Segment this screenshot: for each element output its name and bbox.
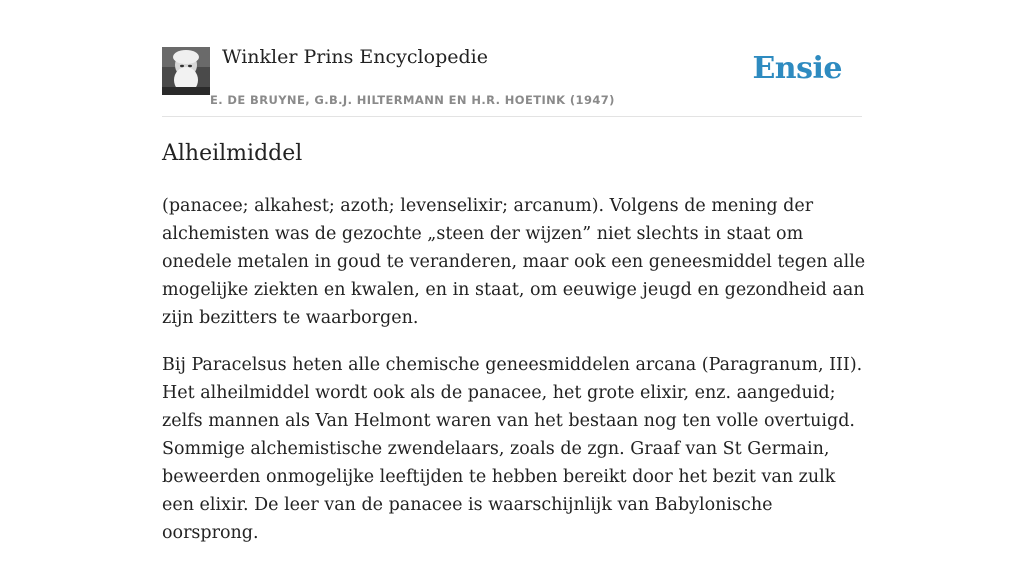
header xyxy=(162,46,862,117)
article-paragraph: (panacee; alkahest; azoth; levenselixir; arcanum). Volgens de mening der alchemisten was de gezochte „steen der wijzen” niet slechts in staat om onedele metalen in goud te veranderen, maar ook een geneesmiddel tegen alle mogelijke ziekten en kwalen, en in staat, om eeuwige jeugd en gezondheid aan zijn bezitters te waarborgen. xyxy=(162,196,866,328)
site-title[interactable]: Winkler Prins Encyclopedie xyxy=(222,46,488,68)
brand-logo[interactable]: Ensie xyxy=(752,51,842,86)
author-byline: E. DE BRUYNE, G.B.J. HILTERMANN EN H.R. HOETINK (1947) xyxy=(210,93,615,107)
article-body xyxy=(162,192,872,566)
portrait-image xyxy=(162,47,210,95)
author-avatar[interactable] xyxy=(162,47,210,95)
article-title: Alheilmiddel xyxy=(162,141,303,166)
article-paragraph: Bij Paracelsus heten alle chemische geneesmiddelen arcana (Paragranum, III). Het alheilmiddel wordt ook als de panacee, het grote elixir, enz. aangeduid; zelfs mannen als Van Helmont waren van het bestaan nog ten volle overtuigd. Sommige alchemistische zwendelaars, zoals de zgn. Graaf van St Germain, beweerden onmogelijke leeftijden te hebben bereikt door het bezit van zulk een elixir. De leer van de panacee is waarschijnlijk van Babylonische oorsprong. xyxy=(162,355,863,543)
